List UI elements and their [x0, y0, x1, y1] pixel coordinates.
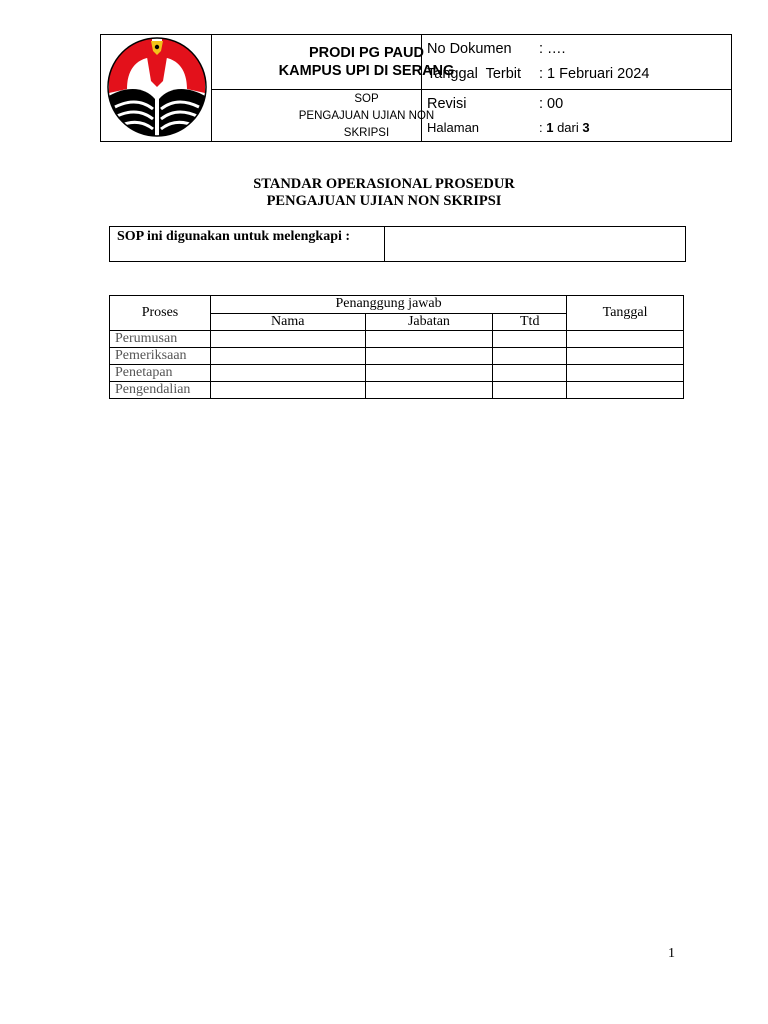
table-row: [110, 365, 684, 382]
page-current: 1: [546, 120, 554, 135]
page-label: Halaman: [427, 120, 480, 135]
document-title-line2: PENGAJUAN UJIAN NON SKRIPSI: [266, 193, 502, 209]
doc-number-label: No Dokumen: [427, 41, 512, 57]
table-row: [110, 382, 684, 399]
sop-line: SKRIPSI: [343, 126, 390, 139]
process-cell: Pengendalian: [110, 382, 211, 399]
name-cell[interactable]: [210, 382, 365, 399]
name-cell[interactable]: [210, 348, 365, 365]
page-number: 1: [668, 946, 675, 961]
position-cell[interactable]: [365, 331, 493, 348]
sop-line: PENGAJUAN UJIAN NON: [298, 109, 435, 122]
usage-divider: [384, 227, 385, 261]
upi-logo: [107, 37, 207, 137]
date-cell[interactable]: [567, 348, 684, 365]
process-cell: Pemeriksaan: [110, 348, 211, 365]
usage-box: [109, 226, 686, 262]
issue-date-value: : 1 Februari 2024: [539, 66, 650, 82]
signature-cell[interactable]: [493, 348, 567, 365]
position-cell[interactable]: [365, 365, 493, 382]
table-row: [110, 331, 684, 348]
signature-cell[interactable]: [493, 382, 567, 399]
name-cell[interactable]: [210, 365, 365, 382]
position-cell[interactable]: [365, 348, 493, 365]
document-header: [100, 34, 732, 142]
date-cell[interactable]: [567, 365, 684, 382]
date-cell[interactable]: [567, 331, 684, 348]
doc-number-value: : ….: [539, 41, 566, 57]
institution-line: PRODI PG PAUD: [309, 45, 424, 61]
issue-date-label: Tanggal Terbit: [427, 66, 522, 82]
process-cell: Penetapan: [110, 365, 211, 382]
position-cell[interactable]: [365, 382, 493, 399]
page-of: dari: [553, 120, 583, 135]
page-total: 3: [582, 120, 590, 135]
col-signature: Ttd: [493, 313, 567, 331]
col-position: Jabatan: [365, 313, 493, 331]
name-cell[interactable]: [210, 331, 365, 348]
col-process: Proses: [110, 296, 211, 331]
table-row: [110, 348, 684, 365]
revision-label: Revisi: [427, 96, 467, 112]
page-value: [539, 120, 590, 135]
document-title-line1: STANDAR OPERASIONAL PROSEDUR: [253, 176, 515, 192]
process-cell: Perumusan: [110, 331, 211, 348]
revision-value: : 00: [539, 96, 564, 112]
signature-cell[interactable]: [493, 365, 567, 382]
process-table: [109, 295, 684, 399]
date-cell[interactable]: [567, 382, 684, 399]
col-date: Tanggal: [567, 296, 684, 331]
col-responsible: Penanggung jawab: [210, 296, 566, 314]
institution-line: KAMPUS UPI DI SERANG: [278, 63, 455, 79]
table-header-row: [110, 296, 684, 314]
usage-label: SOP ini digunakan untuk melengkapi :: [117, 229, 351, 244]
sop-line: SOP: [354, 92, 379, 105]
col-name: Nama: [210, 313, 365, 331]
header-divider: [211, 35, 212, 141]
signature-cell[interactable]: [493, 331, 567, 348]
page-prefix: :: [539, 120, 547, 135]
